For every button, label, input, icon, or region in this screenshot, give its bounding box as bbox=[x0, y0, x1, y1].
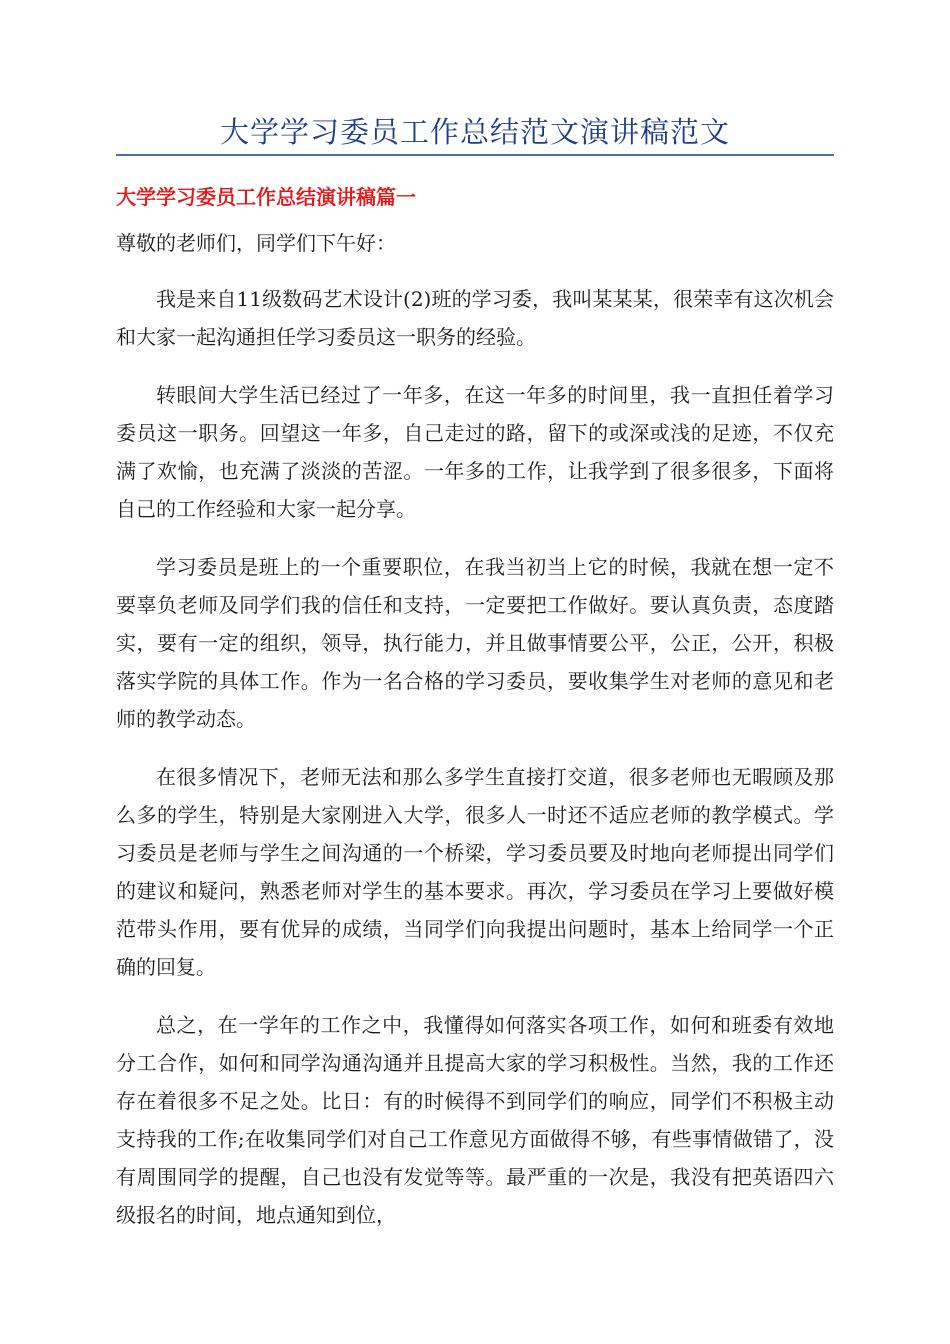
section-heading: 大学学习委员工作总结演讲稿篇一 bbox=[116, 185, 416, 209]
document-title: 大学学习委员工作总结范文演讲稿范文 bbox=[219, 115, 730, 149]
paragraph-4: 在很多情况下，老师无法和那么多学生直接打交道，很多老师也无暇顾及那么多的学生，特别是大家刚进入大学，很多人一时还不适应老师的教学模式。学习委员是老师与学生之间沟通的一个桥梁，学习委员要及时地向老师提出同学们的建议和疑问，熟悉老师对学生的基本要求。再次，学习委员在学习上要做好模范带头作用，要有优异的成绩，当同学们向我提出问题时，基本上给同学一个正确的回复。 bbox=[116, 765, 834, 979]
title-underline bbox=[116, 154, 834, 156]
paragraph-1: 我是来自11级数码艺术设计(2)班的学习委，我叫某某某，很荣幸有这次机会和大家一起沟通担任学习委员这一职务的经验。 bbox=[116, 287, 834, 349]
document-body bbox=[116, 224, 834, 1254]
paragraph-5: 总之，在一学年的工作之中，我懂得如何落实各项工作，如何和班委有效地分工合作，如何和同学沟通沟通并且提高大家的学习积极性。当然，我的工作还存在着很多不足之处。比日：有的时候得不到同学们的响应，同学们不积极主动支持我的工作;在收集同学们对自己工作意见方面做得不够，有些事情做错了，没有周围同学的提醒，自己也没有发觉等等。最严重的一次是，我没有把英语四六级报名的时间，地点通知到位， bbox=[116, 1013, 834, 1227]
paragraph-2: 转眼间大学生活已经过了一年多，在这一年多的时间里，我一直担任着学习委员这一职务。回望这一年多，自己走过的路，留下的或深或浅的足迹，不仅充满了欢愉，也充满了淡淡的苦涩。一年多的工作，让我学到了很多很多，下面将自己的工作经验和大家一起分享。 bbox=[116, 383, 834, 521]
paragraph-3: 学习委员是班上的一个重要职位，在我当初当上它的时候，我就在想一定不要辜负老师及同学们我的信任和支持，一定要把工作做好。要认真负责，态度踏实，要有一定的组织，领导，执行能力，并且做事情要公平，公正，公开，积极落实学院的具体工作。作为一名合格的学习委员，要收集学生对老师的意见和老师的教学动态。 bbox=[116, 555, 834, 731]
greeting-line: 尊敬的老师们，同学们下午好： bbox=[116, 231, 396, 255]
